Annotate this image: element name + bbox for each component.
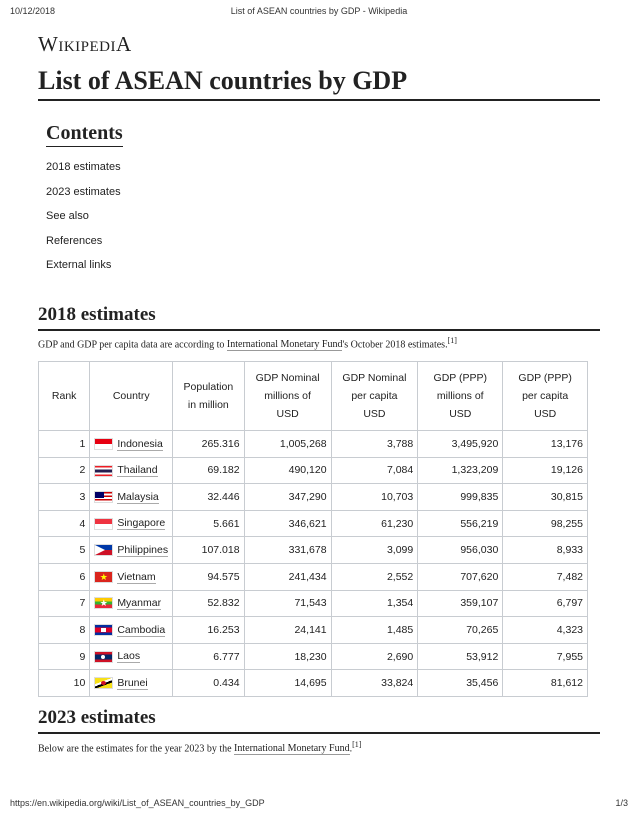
gdp-ppp-per-capita-cell: 13,176 [503,431,588,458]
table-row [39,643,588,670]
population-cell: 16.253 [173,617,244,644]
column-header-line: Population [183,381,234,393]
imf-link[interactable]: International Monetary Fund [234,743,350,755]
gdp-nominal-per-capita-cell: 1,354 [331,590,418,617]
gdp-nominal-per-capita-cell: 7,084 [331,457,418,484]
intro-text-after: 's October 2018 estimates. [342,339,448,351]
gdp-ppp-cell: 3,495,920 [418,431,503,458]
gdp-ppp-cell: 53,912 [418,643,503,670]
country-cell [90,510,173,537]
column-header-gdp-ppp [418,362,503,431]
column-header-gdp-nominal-per-capita [331,362,418,431]
rank-cell: 7 [39,590,90,617]
gdp-nominal-cell: 346,621 [244,510,331,537]
column-header-line: GDP Nominal [342,372,407,384]
country-link[interactable]: Philippines [117,544,169,557]
column-header-line: USD [276,408,299,420]
country-cell [90,563,173,590]
column-header-line: GDP (PPP) [518,372,572,384]
gdp-nominal-cell: 490,120 [244,457,331,484]
flag-thailand-icon [94,465,113,477]
imf-link[interactable]: International Monetary Fund [226,339,343,351]
gdp-ppp-per-capita-cell: 8,933 [503,537,588,564]
column-header-line: GDP (PPP) [433,372,488,384]
rank-cell: 4 [39,510,90,537]
column-header-line: Rank [51,390,77,402]
table-row [39,457,588,484]
gdp-nominal-cell: 24,141 [244,617,331,644]
print-page-title: List of ASEAN countries by GDP - Wikipedia [230,6,408,16]
gdp-nominal-cell: 347,290 [244,484,331,511]
flag-cambodia-icon [94,624,113,636]
toc-list [46,155,123,278]
country-cell [90,643,173,670]
gdp-ppp-per-capita-cell: 30,815 [503,484,588,511]
rank-cell: 8 [39,617,90,644]
table-row [39,537,588,564]
country-link[interactable]: Cambodia [117,623,166,636]
country-link[interactable]: Thailand [117,464,158,477]
country-cell [90,484,173,511]
country-link[interactable]: Vietnam [117,570,156,583]
rank-cell: 5 [39,537,90,564]
intro-text-before: GDP and GDP per capita data are according to [38,339,227,351]
flag-philippines-icon [94,544,113,556]
gdp-nominal-per-capita-cell: 3,099 [331,537,418,564]
gdp-nominal-cell: 14,695 [244,670,331,697]
reference-link[interactable]: [1] [352,740,362,749]
column-header-line: in million [187,399,229,411]
flag-myanmar-icon: ★ [94,597,113,609]
column-header-rank [39,362,90,431]
section-intro-2023 [38,740,600,754]
toc-item-2023-estimates[interactable]: 2023 estimates [46,185,121,198]
country-link[interactable]: Myanmar [117,597,162,610]
rank-cell: 3 [39,484,90,511]
table-row [39,590,588,617]
population-cell: 32.446 [173,484,244,511]
flag-malaysia-icon [94,491,113,503]
section-heading-2023: 2023 estimates [38,706,600,734]
print-url: https://en.wikipedia.org/wiki/List_of_ASEAN_countries_by_GDP [10,798,265,808]
country-cell [90,457,173,484]
column-header-population [173,362,244,431]
column-header-gdp-ppp-per-capita [503,362,588,431]
gdp-nominal-cell: 241,434 [244,563,331,590]
toc-item-see-also[interactable]: See also [46,210,89,222]
column-header-country [90,362,173,431]
table-row [39,617,588,644]
column-header-line: per capita [351,390,398,402]
gdp-ppp-cell: 70,265 [418,617,503,644]
toc-heading: Contents [46,122,123,147]
gdp-ppp-cell: 956,030 [418,537,503,564]
gdp-ppp-cell: 1,323,209 [418,457,503,484]
table-body [39,431,588,697]
toc-item-references[interactable]: References [46,234,103,247]
print-date: 10/12/2018 [10,6,56,16]
flag-vietnam-icon: ★ [94,571,113,583]
rank-cell: 6 [39,563,90,590]
table-row [39,431,588,458]
gdp-ppp-per-capita-cell: 7,955 [503,643,588,670]
column-header-line: millions of [264,390,311,402]
reference-link[interactable]: [1] [447,336,457,345]
intro-text-after: . [349,743,353,755]
population-cell: 265.316 [173,431,244,458]
gdp-ppp-cell: 556,219 [418,510,503,537]
column-header-line: per capita [522,390,569,402]
wordmark-mid: IKIPEDI [58,39,116,55]
population-cell: 0.434 [173,670,244,697]
table-row [39,484,588,511]
gdp-nominal-per-capita-cell: 61,230 [331,510,418,537]
gdp-ppp-per-capita-cell: 4,323 [503,617,588,644]
gdp-nominal-per-capita-cell: 3,788 [331,431,418,458]
toc-item-external-links[interactable]: External links [46,259,112,271]
print-page-number: 1/3 [615,798,628,808]
gdp-ppp-per-capita-cell: 81,612 [503,670,588,697]
wikipedia-wordmark[interactable] [38,32,132,57]
column-header-line: Country [112,390,150,402]
gdp-nominal-per-capita-cell: 1,485 [331,617,418,644]
table-header-row [39,362,588,431]
country-link[interactable]: Brunei [117,677,148,690]
gdp-nominal-cell: 1,005,268 [244,431,331,458]
gdp-nominal-per-capita-cell: 2,690 [331,643,418,670]
country-cell [90,590,173,617]
flag-indonesia-icon [94,438,113,450]
gdp-nominal-cell: 331,678 [244,537,331,564]
column-header-line: USD [449,408,472,420]
gdp-ppp-cell: 707,620 [418,563,503,590]
column-header-line: GDP Nominal [255,372,320,384]
flag-singapore-icon [94,518,113,530]
gdp-nominal-per-capita-cell: 10,703 [331,484,418,511]
gdp-ppp-per-capita-cell: 19,126 [503,457,588,484]
rank-cell: 9 [39,643,90,670]
gdp-ppp-per-capita-cell: 98,255 [503,510,588,537]
rank-cell: 2 [39,457,90,484]
population-cell: 5.661 [173,510,244,537]
intro-text-before: Below are the estimates for the year 2023 by the [38,743,235,755]
country-cell [90,670,173,697]
population-cell: 6.777 [173,643,244,670]
country-cell [90,537,173,564]
country-link[interactable]: Malaysia [117,490,159,503]
population-cell: 107.018 [173,537,244,564]
country-link[interactable]: Indonesia [117,437,163,450]
toc-item-2018-estimates[interactable]: 2018 estimates [46,161,121,173]
flag-brunei-icon [94,677,113,689]
section-intro-2018 [38,336,600,350]
gdp-ppp-cell: 35,456 [418,670,503,697]
country-cell [90,617,173,644]
flag-laos-icon [94,651,113,663]
table-of-contents [46,122,123,278]
column-header-gdp-nominal [244,362,331,431]
column-header-line: USD [363,408,386,420]
country-cell [90,431,173,458]
population-cell: 52.832 [173,590,244,617]
rank-cell: 10 [39,670,90,697]
column-header-line: millions of [436,390,484,402]
population-cell: 94.575 [173,563,244,590]
table-row [39,563,588,590]
population-cell: 69.182 [173,457,244,484]
table-row [39,510,588,537]
wordmark-a: A [115,32,132,56]
wordmark-w: W [38,32,59,56]
gdp-ppp-per-capita-cell: 6,797 [503,590,588,617]
table-row [39,670,588,697]
country-link[interactable]: Laos [117,650,141,663]
gdp-table-2018 [38,361,588,697]
gdp-nominal-per-capita-cell: 33,824 [331,670,418,697]
gdp-nominal-cell: 18,230 [244,643,331,670]
gdp-ppp-cell: 999,835 [418,484,503,511]
gdp-ppp-per-capita-cell: 7,482 [503,563,588,590]
gdp-ppp-cell: 359,107 [418,590,503,617]
column-header-line: USD [534,408,557,420]
section-heading-2018: 2018 estimates [38,303,600,331]
gdp-nominal-per-capita-cell: 2,552 [331,563,418,590]
gdp-nominal-cell: 71,543 [244,590,331,617]
country-link[interactable]: Singapore [117,517,166,530]
rank-cell: 1 [39,431,90,458]
page-title: List of ASEAN countries by GDP [38,64,600,101]
